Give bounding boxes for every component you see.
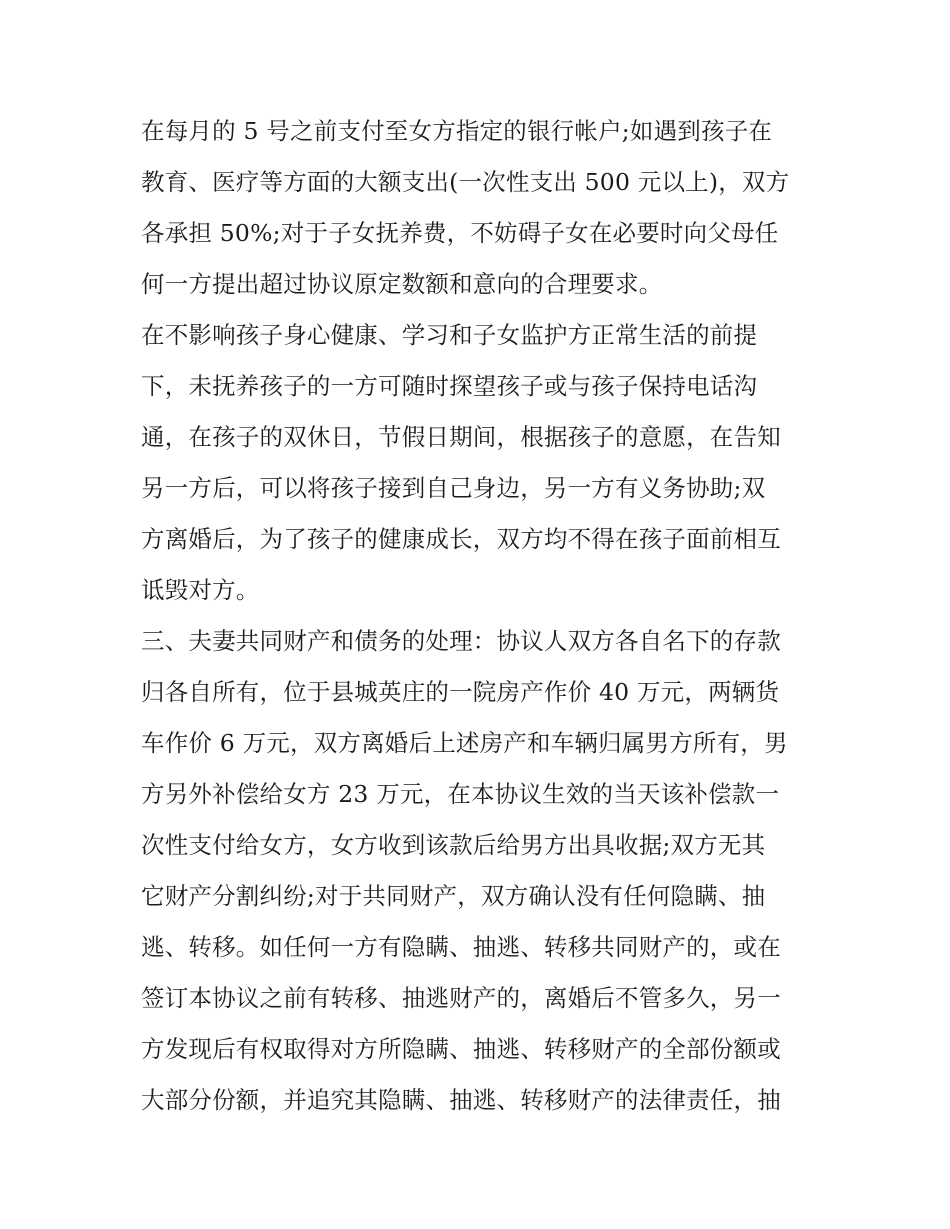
text-line-6: 下，未抚养孩子的一方可随时探望孩子或与孩子保持电话沟	[141, 372, 758, 400]
text-line-7: 通，在孩子的双休日，节假日期间，根据孩子的意愿，在告知	[141, 423, 781, 451]
text-line-14: 方另外补偿给女方 23 万元，在本协议生效的当天该补偿款一	[141, 780, 780, 808]
text-line-13: 车作价 6 万元，双方离婚后上述房产和车辆归属男方所有，男	[141, 729, 788, 757]
text-line-19: 方发现后有权取得对方所隐瞒、抽逃、转移财产的全部份额或	[141, 1035, 781, 1063]
text-line-4: 何一方提出超过协议原定数额和意向的合理要求。	[141, 270, 663, 298]
text-line-8: 另一方后，可以将孩子接到自己身边，另一方有义务协助;双	[141, 474, 766, 502]
document-body	[141, 106, 821, 1126]
text-line-15: 次性支付给女方，女方收到该款后给男方出具收据;双方无其	[141, 831, 766, 859]
text-line-12: 归各自所有，位于县城英庄的一院房产作价 40 万元，两辆货	[141, 678, 780, 706]
text-line-16: 它财产分割纠纷;对于共同财产，双方确认没有任何隐瞒、抽	[141, 882, 766, 910]
text-line-18: 签订本协议之前有转移、抽逃财产的，离婚后不管多久，另一	[141, 984, 781, 1012]
text-line-10: 诋毁对方。	[141, 576, 260, 604]
text-line-20: 大部分份额，并追究其隐瞒、抽逃、转移财产的法律责任，抽	[141, 1086, 781, 1114]
text-line-1: 在每月的 5 号之前支付至女方指定的银行帐户;如遇到孩子在	[141, 117, 773, 145]
text-line-3: 各承担 50%;对于子女抚养费，不妨碍子女在必要时向父母任	[141, 219, 779, 247]
text-line-11: 三、夫妻共同财产和债务的处理：协议人双方各自名下的存款	[141, 627, 781, 655]
text-line-2: 教育、医疗等方面的大额支出(一次性支出 500 元以上)，双方	[141, 168, 790, 196]
text-line-9: 方离婚后，为了孩子的健康成长，双方均不得在孩子面前相互	[141, 525, 781, 553]
text-line-5: 在不影响孩子身心健康、学习和子女监护方正常生活的前提	[141, 321, 758, 349]
text-line-17: 逃、转移。如任何一方有隐瞒、抽逃、转移共同财产的，或在	[141, 933, 781, 961]
